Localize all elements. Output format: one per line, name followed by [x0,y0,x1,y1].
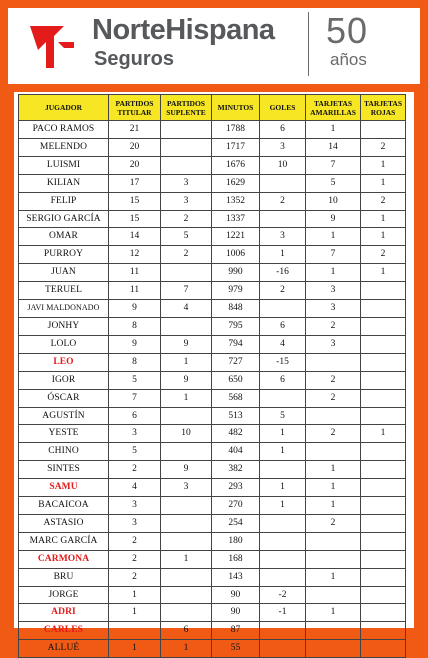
table-row [19,264,406,282]
rojas-cell [361,568,406,586]
titular-cell: 2 [109,532,161,550]
table-row [19,640,406,658]
goles-cell: 6 [260,371,306,389]
titular-cell: 14 [109,228,161,246]
amarillas-cell: 1 [306,604,361,622]
table-row [19,622,406,640]
titular-cell: 21 [109,121,161,139]
amarillas-cell [306,443,361,461]
minutos-cell: 1221 [212,228,260,246]
suplente-cell: 10 [161,425,212,443]
player-name-cell: LUISMI [19,156,109,174]
suplente-cell: 3 [161,174,212,192]
suplente-cell: 2 [161,246,212,264]
column-header: MINUTOS [212,95,260,121]
rojas-cell: 2 [361,138,406,156]
goles-cell: 3 [260,138,306,156]
suplente-cell [161,156,212,174]
table-row [19,138,406,156]
goles-cell [260,461,306,479]
table-row [19,479,406,497]
goles-cell: 2 [260,282,306,300]
minutos-cell: 168 [212,550,260,568]
amarillas-cell: 2 [306,317,361,335]
suplente-cell: 4 [161,300,212,318]
titular-cell: 8 [109,353,161,371]
amarillas-cell: 1 [306,568,361,586]
minutos-cell: 55 [212,640,260,658]
amarillas-cell: 2 [306,514,361,532]
rojas-cell [361,443,406,461]
titular-cell: 15 [109,192,161,210]
player-name-cell: ÓSCAR [19,389,109,407]
column-header: JUGADOR [19,95,109,121]
titular-cell: 4 [109,479,161,497]
rojas-cell [361,532,406,550]
rojas-cell [361,121,406,139]
table-row [19,461,406,479]
player-name-cell: KILIAN [19,174,109,192]
player-name-cell: CARMONA [19,550,109,568]
table-row [19,228,406,246]
table-row [19,246,406,264]
rojas-cell [361,550,406,568]
rojas-cell [361,586,406,604]
player-name-cell: YESTE [19,425,109,443]
titular-cell: 3 [109,425,161,443]
player-stats-table [18,94,406,658]
anniversary-number: 50 [326,10,369,51]
rojas-cell [361,317,406,335]
minutos-cell: 513 [212,407,260,425]
rojas-cell [361,604,406,622]
amarillas-cell: 7 [306,246,361,264]
minutos-cell: 1006 [212,246,260,264]
suplente-cell [161,443,212,461]
amarillas-cell: 1 [306,264,361,282]
goles-cell [260,514,306,532]
suplente-cell: 1 [161,640,212,658]
anniversary-word: años [330,50,367,69]
titular-cell: 9 [109,300,161,318]
column-header: GOLES [260,95,306,121]
titular-cell: 8 [109,317,161,335]
player-name-cell: MELENDO [19,138,109,156]
goles-cell [260,210,306,228]
player-name-cell: FELIP [19,192,109,210]
table-row [19,156,406,174]
goles-cell [260,389,306,407]
amarillas-cell: 3 [306,300,361,318]
brand-name: NorteHispana [92,14,275,46]
player-name-cell: CHINO [19,443,109,461]
table-row [19,550,406,568]
titular-cell: 1 [109,604,161,622]
titular-cell: 2 [109,550,161,568]
goles-cell: 3 [260,228,306,246]
titular-cell: 2 [109,568,161,586]
suplente-cell [161,138,212,156]
suplente-cell: 7 [161,282,212,300]
amarillas-cell: 3 [306,282,361,300]
column-header: TARJETAS ROJAS [361,95,406,121]
goles-cell: -1 [260,604,306,622]
table-row [19,174,406,192]
goles-cell: 1 [260,497,306,515]
minutos-cell: 90 [212,586,260,604]
player-name-cell: LEO [19,353,109,371]
rojas-cell: 2 [361,246,406,264]
player-name-cell: JUAN [19,264,109,282]
titular-cell: 11 [109,264,161,282]
minutos-cell: 1676 [212,156,260,174]
amarillas-cell: 2 [306,389,361,407]
suplente-cell: 9 [161,335,212,353]
amarillas-cell: 1 [306,461,361,479]
minutos-cell: 1337 [212,210,260,228]
suplente-cell: 3 [161,479,212,497]
rojas-cell [361,371,406,389]
amarillas-cell [306,353,361,371]
suplente-cell [161,604,212,622]
amarillas-cell: 1 [306,228,361,246]
player-name-cell: BRU [19,568,109,586]
table-row [19,353,406,371]
minutos-cell: 794 [212,335,260,353]
goles-cell: -2 [260,586,306,604]
rojas-cell [361,497,406,515]
goles-cell: 1 [260,479,306,497]
titular-cell: 20 [109,156,161,174]
player-name-cell: ALLUÉ [19,640,109,658]
rojas-cell: 1 [361,174,406,192]
titular-cell: 2 [109,461,161,479]
table-row [19,335,406,353]
minutos-cell: 404 [212,443,260,461]
table-row [19,425,406,443]
goles-cell [260,532,306,550]
rojas-cell [361,282,406,300]
rojas-cell [361,479,406,497]
goles-cell: 6 [260,121,306,139]
goles-cell [260,568,306,586]
brand-subtitle: Seguros [94,48,175,70]
player-name-cell: TERUEL [19,282,109,300]
goles-cell: 5 [260,407,306,425]
suplente-cell [161,497,212,515]
player-name-cell: JONHY [19,317,109,335]
minutos-cell: 143 [212,568,260,586]
table-row [19,586,406,604]
table-body [19,121,406,658]
player-name-cell: PURROY [19,246,109,264]
amarillas-cell [306,550,361,568]
titular-cell [109,622,161,640]
goles-cell: 2 [260,192,306,210]
amarillas-cell: 5 [306,174,361,192]
rojas-cell [361,407,406,425]
column-header: PARTIDOS TITULAR [109,95,161,121]
suplente-cell [161,407,212,425]
minutos-cell: 568 [212,389,260,407]
amarillas-cell [306,586,361,604]
player-name-cell: LOLO [19,335,109,353]
goles-cell: 4 [260,335,306,353]
player-name-cell: CARLES [19,622,109,640]
titular-cell: 20 [109,138,161,156]
rojas-cell [361,514,406,532]
goles-cell: -16 [260,264,306,282]
amarillas-cell [306,622,361,640]
titular-cell: 5 [109,443,161,461]
suplente-cell: 9 [161,371,212,389]
titular-cell: 1 [109,640,161,658]
table-row [19,604,406,622]
rojas-cell: 1 [361,228,406,246]
player-name-cell: JAVI MALDONADO [19,300,109,318]
goles-cell: -15 [260,353,306,371]
goles-cell [260,550,306,568]
minutos-cell: 254 [212,514,260,532]
table-row [19,192,406,210]
amarillas-cell: 9 [306,210,361,228]
player-name-cell: ADRI [19,604,109,622]
goles-cell [260,622,306,640]
amarillas-cell: 10 [306,192,361,210]
table-row [19,497,406,515]
minutos-cell: 270 [212,497,260,515]
amarillas-cell: 14 [306,138,361,156]
titular-cell: 3 [109,497,161,515]
rojas-cell [361,389,406,407]
goles-cell [260,174,306,192]
minutos-cell: 727 [212,353,260,371]
minutos-cell: 293 [212,479,260,497]
nortehispana-logo-icon [28,18,80,70]
rojas-cell: 1 [361,156,406,174]
player-name-cell: MARC GARCÍA [19,532,109,550]
titular-cell: 7 [109,389,161,407]
suplente-cell: 1 [161,550,212,568]
rojas-cell: 1 [361,210,406,228]
suplente-cell [161,568,212,586]
goles-cell: 1 [260,425,306,443]
column-header: TARJETAS AMARILLAS [306,95,361,121]
minutos-cell: 1352 [212,192,260,210]
titular-cell: 1 [109,586,161,604]
minutos-cell: 1788 [212,121,260,139]
amarillas-cell: 3 [306,335,361,353]
player-name-cell: ASTASIO [19,514,109,532]
rojas-cell: 2 [361,192,406,210]
goles-cell [260,300,306,318]
table-row [19,282,406,300]
player-name-cell: SINTES [19,461,109,479]
table-row [19,121,406,139]
rojas-cell: 1 [361,425,406,443]
table-row [19,371,406,389]
table-row [19,443,406,461]
column-header: PARTIDOS SUPLENTE [161,95,212,121]
titular-cell: 5 [109,371,161,389]
amarillas-cell: 1 [306,497,361,515]
titular-cell: 9 [109,335,161,353]
table-row [19,210,406,228]
sponsor-header [8,8,420,84]
table-row [19,300,406,318]
player-name-cell: OMAR [19,228,109,246]
table-row [19,389,406,407]
suplente-cell [161,317,212,335]
minutos-cell: 990 [212,264,260,282]
minutos-cell: 90 [212,604,260,622]
suplente-cell: 1 [161,353,212,371]
table-row [19,568,406,586]
player-name-cell: JORGE [19,586,109,604]
minutos-cell: 1717 [212,138,260,156]
rojas-cell [361,622,406,640]
player-name-cell: PACO RAMOS [19,121,109,139]
minutos-cell: 482 [212,425,260,443]
minutos-cell: 180 [212,532,260,550]
table-row [19,407,406,425]
player-name-cell: AGUSTÍN [19,407,109,425]
goles-cell [260,640,306,658]
amarillas-cell: 1 [306,479,361,497]
suplente-cell: 1 [161,389,212,407]
suplente-cell [161,121,212,139]
rojas-cell [361,353,406,371]
amarillas-cell [306,407,361,425]
minutos-cell: 979 [212,282,260,300]
titular-cell: 3 [109,514,161,532]
minutos-cell: 795 [212,317,260,335]
amarillas-cell: 2 [306,371,361,389]
goles-cell: 1 [260,443,306,461]
goles-cell: 6 [260,317,306,335]
titular-cell: 12 [109,246,161,264]
minutos-cell: 848 [212,300,260,318]
player-name-cell: BACAICOA [19,497,109,515]
amarillas-cell: 7 [306,156,361,174]
goles-cell: 1 [260,246,306,264]
amarillas-cell [306,532,361,550]
amarillas-cell: 1 [306,121,361,139]
table-row [19,317,406,335]
titular-cell: 15 [109,210,161,228]
suplente-cell [161,532,212,550]
rojas-cell [361,640,406,658]
suplente-cell: 5 [161,228,212,246]
table-row [19,532,406,550]
table-row [19,514,406,532]
player-name-cell: IGOR [19,371,109,389]
rojas-cell [361,461,406,479]
header-divider [308,12,309,76]
player-name-cell: SERGIO GARCÍA [19,210,109,228]
suplente-cell: 2 [161,210,212,228]
suplente-cell: 3 [161,192,212,210]
rojas-cell [361,335,406,353]
goles-cell: 10 [260,156,306,174]
rojas-cell [361,300,406,318]
suplente-cell: 9 [161,461,212,479]
rojas-cell: 1 [361,264,406,282]
titular-cell: 6 [109,407,161,425]
stats-sheet [14,92,414,654]
player-name-cell: SAMU [19,479,109,497]
minutos-cell: 1629 [212,174,260,192]
suplente-cell: 6 [161,622,212,640]
suplente-cell [161,264,212,282]
amarillas-cell: 2 [306,425,361,443]
suplente-cell [161,586,212,604]
titular-cell: 11 [109,282,161,300]
minutos-cell: 87 [212,622,260,640]
minutos-cell: 382 [212,461,260,479]
suplente-cell [161,514,212,532]
table-header-row [19,95,406,121]
titular-cell: 17 [109,174,161,192]
amarillas-cell [306,640,361,658]
minutos-cell: 650 [212,371,260,389]
